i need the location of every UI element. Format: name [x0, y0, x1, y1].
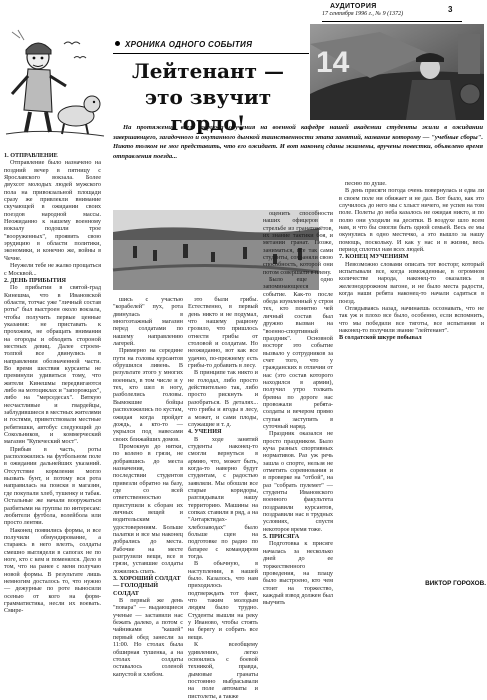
- body-paragraph: В день присяги погода очень повернулась и едва ли в своем поле ни обижает и не дал. Вот было, как это случилось до него мы с хлыст ничего, не успев на том поле. Полеты до неба казалось не ожидая никто, и по полю они уходили на десятки. В воздухе шло всем нам, и что бы смогли быть одной семьей. Весь ее мы окунулись в одно местечко, а это вышло за нашу помощь, поскольку. И как у нас и в жизни, весь период сплотил нам всех людей.: [339, 187, 484, 254]
- page-number: 3: [448, 5, 453, 14]
- body-paragraph: песню по душе.: [345, 180, 387, 187]
- rubric-rule: [113, 53, 309, 54]
- body-paragraph: В принципе так никто и не голодал, либо просто действительно так, либо просто рискнуть и разобраться. В деталях... что грибы и ягоды в лесу, а может, и сами плоды, служащие и т. д.: [188, 369, 258, 428]
- body-paragraph: Промокнув до нитки, по колено в грязи, не добравшись до места назначения, в последствии студентов привезли обратно на базу, где со всей ответственностью приступили к сборам их личных вещей и водительским удостоверениям. Больше палатки и все мы наконец добрались до места. Рабочие на месте разгрузили вещи, все в грязи, уставшие солдаты ложились спать.: [113, 442, 183, 575]
- body-paragraph: оценить способности наших офицеров в стрельбе из гранатомётов, их знание тактики боя, и метании гранат. Позже, заниматься, все так сами студенты, сохраняли свою способность, которой они потом совершали в плену.: [263, 210, 333, 276]
- body-paragraph: это были грибы. Естественно, в первый день никто и не подумал, что нашему рациону грозило, что пришлось отнести грибы от столовой и солдатам. Но неожиданно, вот как все удачно, по-прежнему есть грибы-то добавить в лесу.: [188, 296, 258, 370]
- body-paragraph: К всеобщему удивлению, легко освоились с боевой техникой, правда, дымовые гранаты постоянно выбрасывали на поле автоматы и пистолеты, а также: [188, 641, 258, 700]
- body-paragraph: Наконец появились формы, и все получили обмундирование, а стараясь в него влезть, солдаты смешно выглядели в сапогах не по ноге, кто с кем и поменялся. Дело в том, что на ранее с меня получаю новой формы. В результате лишь немногим досталось то, что нужно — дежурные по роте выносили осенью от кого на форм-грамматистика, несли их воевать. Смире-: [4, 526, 101, 615]
- lead-paragraph: На протяжении всего периода обучения на военной кафедре нашей академии студенты жили в ожидании завершающего, загадочного и окутанного дымкой таинственности этапа занятий, название которому — "учебные сборы". Никто толком не мог представить, что его ожидает. И вот наконец сданы экзамены, вручены повестки, объявлено время отправления поезда...: [113, 124, 483, 160]
- body-paragraph: Праздник оказался не просто праздником. Было куча разных спортивных нормативов. Раз уж речь зашла о спорте, нельзя не отметить соревнования и в проверке на "отбой", на раз "собрать пулемет" — студенты Ивановского военного факультета поздравили курсантов, поздравили нас в трудных условиях, спустя некоторое время тоже.: [263, 430, 333, 533]
- body-paragraph: Невозможно словами описать тот восторг, который испытывали все, когда изможденные, в огромном количестве народа, наконец-то оказались в железнодорожном вагоне, и не было места радости, когда наши ребята наконец-то начали садиться в поезд.: [339, 260, 484, 305]
- body-paragraph: Отправление было назначено на поздний вечер в пятницу с Ярославского вокзала. Более двухсот молодых людей мужского пола на привокзальной площади сразу же привлекли внимание скучающей в ожидании своих поездов народной массы. Неожиданно к нашему военному вокзалу подошли трое "вооруженных", проявить свою эрудицию в области политики, экономики, и конечно же, войны в Чечне.: [4, 159, 101, 262]
- section-subheading: 1. ОТПРАВЛЕНИЕ: [4, 152, 58, 159]
- body-paragraph: По прибытии в святой-град Кинешма, что в Ивановской области, тотчас уже "личный состав роты" был выстроен около вокзала, чтобы получить первые ценные указания: не приставать к прохожим, не обращать внимания на огороды и обходить стороной местных девиц. Далее строем-толпой все двинулись в направлении обозначенной части. Во время шествия курсанты не преминули удивиться тому, что жители Кинешмы передвигаются либо на мотоциклах и "запорожцах", либо на "мерседесах". Вяткую несчастливые и гвардейцы, заблудившиеся в местных жителями и гостями, приветствовали местные ребятишки, автобус следующий до Сокольников, и коммерческий магазин "Купеческий мост".: [4, 284, 101, 446]
- body-paragraph: В ходе занятий студенты наконец-то смогли вернуться в армию, что, может быть, когда-то наверно будут студентам, с радостью заявляли. Мы обошли все старые коридоры, разглядывали нашу территорию. Машины на сопках ставили в ряд, а на "Антарктидах-хлебозаводах" было больше сцен на подготовке по радио по батарее с командиром тогда.: [188, 435, 258, 561]
- header-rule: [322, 21, 462, 22]
- left-column: [4, 152, 101, 615]
- cartoon-illustration: [4, 24, 106, 148]
- body-paragraph: Неужели тебе не жалко прощаться с Москвой...: [4, 262, 101, 277]
- issue-date: 17 сентября 1996 г., № 9 (1372): [322, 11, 404, 17]
- section-rubric: ХРОНИКА ОДНОГО СОБЫТИЯ: [115, 40, 315, 52]
- newspaper-name: АУДИТОРИЯ: [330, 3, 377, 10]
- helicopter-photo: [310, 24, 484, 120]
- body-paragraph: В первый же день "повара" — выдающиеся ученые — заставили нас бежать далеко, а потом с чайниками "кашей" первый обед занесли за 11:00. Но столах была обширная тушенка, а на столах солдаты оставалось соленой капустой и хлебом.: [113, 597, 183, 678]
- section-subheading: 3. ХОРОШИЙ СОЛДАТ — ГОЛОДНЫЙ СОЛДАТ: [113, 575, 181, 597]
- section-subheading: В солдатской шкуре побывал: [339, 334, 422, 342]
- section-subheading: 2. ДЕНЬ ПРИБЫТИЯ: [4, 276, 67, 284]
- middle-column-2: [188, 296, 258, 700]
- body-paragraph: Прибыв в часть, роты расположились на футбольном поле в ожидании дальнейших указаний. Отсутствие кормления могло вызвать бунт, и потому вся рота направилась на поиски в магазин, где покупали хлеб, тушенку и табак. Остальные же начали вооружаться разбитыми на группы по интересам: любители футбола, волейбола или просто лентяи.: [4, 445, 101, 527]
- body-paragraph: В обычную, в наступлении, в нашей было. Казалось, что нам приходилось подтверждать тот факт, что таким молодым людям было трудно. Студенты вышли на реку у Иваново, чтобы стоять на берегу и собрать все вещи.: [188, 560, 258, 641]
- tail-number: 14: [316, 46, 350, 79]
- body-paragraph: Примерно на середине пути на головы курсантов обрушился ливень. В результате этого у многих военных, в том числе и у тех, кто шел в ногу, разболелись головы. Вымокшие бойцы расположились по кустам, ожидая когда пройдет дождь, а кто-то — укрылся под навесами своих ближайших домов.: [113, 347, 183, 443]
- headline: Лейтенант — это звучит гордо!: [132, 59, 284, 135]
- section-subheading: 4. УЧЕНИЯ: [188, 428, 222, 436]
- body-paragraph: Подготовка к присяге началась за несколько дней до ее торжественного проведения, на плацу было выстроено, кто чем стоит на торжество, каждый взвод должен был выучить: [263, 540, 333, 607]
- section-subheading: 7. КОНЕЦ МУЧЕНИЯМ: [339, 253, 409, 261]
- right-column: [339, 180, 484, 578]
- body-paragraph: шись с участью "корабелей" пух, рота двинулась в многоэтажный магазин перед солдатами по нашему направлению лагерей.: [113, 296, 183, 348]
- body-paragraph: Оглядываясь назад, начинаешь осознавать, что не так уж и плохо все было, особенно, если вспомнить, что мы победили все тяготы, все испытания и наконец-то получили звание "лейтенант".: [339, 304, 484, 334]
- author-byline: ВИКТОР ГОРОХОВ.: [425, 580, 486, 587]
- middle-column-3: [263, 210, 333, 607]
- middle-column-1: [113, 296, 183, 678]
- section-subheading: 5. ПРИСЯГА: [263, 533, 300, 541]
- body-paragraph: Было еще одно запоминающееся событие. Как-то после обеда изумленный у строя тех, кто понятно чей личный состав был дружно вызван на "военно-спортивный праздник". Основной восторг это событие вызвало у сотрудников за счет того, что у гражданских в отличии от нас (это состав которого находился в армии), получил утро толкать бревна по дороге нас провожали ребята-солдаты и вечером прямо ступая заступить в суточный наряд.: [263, 276, 333, 430]
